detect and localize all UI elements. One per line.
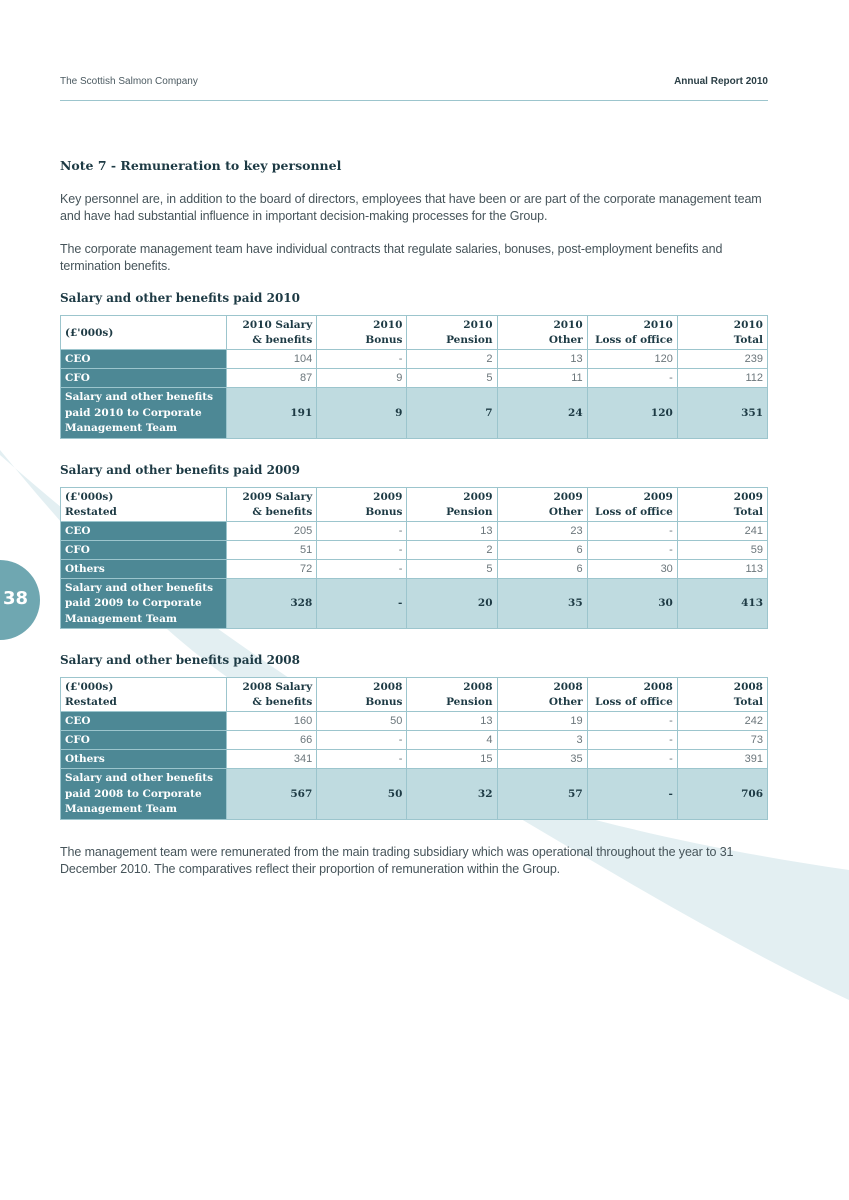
note-title: Note 7 - Remuneration to key personnel (60, 158, 342, 173)
table-heading: Salary and other benefits paid 2008 (60, 653, 300, 667)
value-cell: 4 (407, 731, 497, 750)
table-row (61, 750, 768, 769)
column-header (227, 678, 317, 712)
cell-line: 2010 (463, 319, 493, 331)
value-cell: 72 (227, 559, 317, 578)
cell-line: Management Team (65, 612, 178, 625)
value-cell: - (587, 731, 677, 750)
value-cell: 391 (677, 750, 767, 769)
cell-line: 2008 (373, 681, 403, 693)
cell-line: Management Team (65, 803, 178, 815)
total-value-cell: 351 (677, 388, 767, 439)
header-units-cell (61, 316, 227, 350)
column-header (407, 487, 497, 521)
value-cell: 66 (227, 731, 317, 750)
value-cell: - (317, 731, 407, 750)
cell-line: 2010 (553, 319, 583, 331)
value-cell: 205 (227, 521, 317, 540)
value-cell: - (317, 540, 407, 559)
table-row (61, 712, 768, 731)
value-cell: 160 (227, 712, 317, 731)
row-label: CFO (61, 369, 227, 388)
column-header (677, 678, 767, 712)
cell-line: 2010 (643, 319, 673, 331)
total-value-cell: 24 (497, 388, 587, 439)
value-cell: 112 (677, 369, 767, 388)
value-cell: - (587, 750, 677, 769)
value-cell: - (317, 750, 407, 769)
column-header (587, 316, 677, 350)
cell-line: 2009 (463, 490, 493, 503)
column-header (317, 487, 407, 521)
cell-line: Pension (446, 505, 493, 518)
value-cell: 50 (317, 712, 407, 731)
cell-line: Other (548, 334, 583, 346)
total-value-cell: 30 (587, 578, 677, 629)
row-label: CEO (61, 712, 227, 731)
value-cell: 242 (677, 712, 767, 731)
value-cell: 13 (497, 350, 587, 369)
value-cell: 13 (407, 712, 497, 731)
total-value-cell: 32 (407, 769, 497, 820)
table-row (61, 369, 768, 388)
cell-line: paid 2008 to Corporate (65, 787, 202, 800)
column-header (407, 316, 497, 350)
cell-line: & benefits (252, 334, 313, 346)
total-value-cell: 706 (677, 769, 767, 820)
cell-line: Other (548, 696, 583, 708)
row-label: Others (61, 559, 227, 578)
cell-line: 2008 Salary (242, 681, 313, 693)
cell-line: & benefits (252, 696, 313, 708)
note-paragraph-1: Key personnel are, in addition to the board of directors, employees that have been or are part of the corporate management team and have had substantial influence in important decision-making processes for the Group. (60, 192, 762, 223)
cell-line: Pension (446, 334, 493, 346)
table-row (61, 521, 768, 540)
cell-line: 2008 (643, 681, 673, 693)
column-header (317, 678, 407, 712)
cell-line: 2008 (553, 681, 583, 693)
table-row (61, 559, 768, 578)
row-label: Others (61, 750, 227, 769)
cell-line: 2009 (733, 490, 763, 503)
cell-line: Total (733, 334, 763, 346)
value-cell: 6 (497, 559, 587, 578)
value-cell: 87 (227, 369, 317, 388)
cell-line: Salary and other benefits (65, 391, 213, 403)
column-header (407, 678, 497, 712)
cell-line: 2009 Salary (242, 490, 313, 503)
column-header (227, 487, 317, 521)
value-cell: - (317, 559, 407, 578)
column-header (497, 316, 587, 350)
row-label: CFO (61, 731, 227, 750)
value-cell: 9 (317, 369, 407, 388)
value-cell: 113 (677, 559, 767, 578)
page-number: 38 (2, 588, 28, 609)
cell-line: 2009 (643, 490, 673, 503)
cell-line: paid 2009 to Corporate (65, 597, 202, 609)
cell-line: Bonus (365, 334, 403, 346)
cell-line: Management Team (65, 422, 178, 434)
table-header-row (61, 487, 768, 521)
row-label: CFO (61, 540, 227, 559)
cell-line: Salary and other benefits (65, 772, 213, 784)
total-value-cell: 413 (677, 578, 767, 629)
value-cell: 5 (407, 559, 497, 578)
cell-line: Restated (65, 505, 117, 518)
value-cell: 341 (227, 750, 317, 769)
cell-line: 2009 (373, 490, 403, 503)
cell-line: 2008 (463, 681, 493, 693)
total-value-cell: 191 (227, 388, 317, 439)
header-units-cell (61, 487, 227, 521)
value-cell: - (587, 369, 677, 388)
cell-line: Loss of office (595, 696, 673, 708)
cell-line: Total (733, 696, 763, 708)
remuneration-table (60, 677, 768, 820)
footnote: The management team were remunerated from the main trading subsidiary which was operational throughout the year to 31 December 2010. The comparatives reflect their proportion of remuneration within the Group. (60, 844, 734, 876)
cell-line: Other (548, 505, 583, 518)
cell-line: (£'000s) (65, 681, 114, 693)
value-cell: - (587, 540, 677, 559)
value-cell: 23 (497, 521, 587, 540)
report-title: Annual Report 2010 (674, 76, 768, 87)
column-header (587, 487, 677, 521)
total-value-cell: 35 (497, 578, 587, 629)
value-cell: 3 (497, 731, 587, 750)
column-header (227, 316, 317, 350)
cell-line: Total (733, 505, 763, 518)
column-header (677, 316, 767, 350)
column-header (497, 487, 587, 521)
total-value-cell: 328 (227, 578, 317, 629)
cell-line: & benefits (252, 505, 313, 518)
value-cell: - (317, 350, 407, 369)
value-cell: 13 (407, 521, 497, 540)
table-heading: Salary and other benefits paid 2010 (60, 291, 300, 305)
total-value-cell: 50 (317, 769, 407, 820)
cell-line: Loss of office (595, 505, 673, 518)
value-cell: 120 (587, 350, 677, 369)
column-header (587, 678, 677, 712)
column-header (677, 487, 767, 521)
company-name: The Scottish Salmon Company (60, 76, 198, 87)
cell-line: 2010 Salary (242, 319, 313, 331)
total-label (61, 388, 227, 439)
cell-line: 2009 (553, 490, 583, 503)
cell-line: Bonus (365, 505, 403, 518)
value-cell: 73 (677, 731, 767, 750)
table-header-row (61, 316, 768, 350)
total-value-cell: 567 (227, 769, 317, 820)
cell-line: paid 2010 to Corporate (65, 406, 202, 419)
value-cell: - (587, 521, 677, 540)
cell-line: 2010 (373, 319, 403, 331)
total-value-cell: 20 (407, 578, 497, 629)
row-label: CEO (61, 350, 227, 369)
table-header-row (61, 678, 768, 712)
column-header (317, 316, 407, 350)
value-cell: 19 (497, 712, 587, 731)
value-cell: 241 (677, 521, 767, 540)
value-cell: - (587, 712, 677, 731)
note-paragraph-2: The corporate management team have individual contracts that regulate salaries, bonuses, post-employment benefits and termination benefits. (60, 242, 723, 273)
value-cell: 2 (407, 540, 497, 559)
total-row (61, 578, 768, 629)
total-value-cell: - (317, 578, 407, 629)
row-label: CEO (61, 521, 227, 540)
main-content (60, 158, 768, 894)
header-units-cell (61, 678, 227, 712)
column-header (497, 678, 587, 712)
tables-container (60, 291, 768, 820)
total-row (61, 388, 768, 439)
value-cell: 30 (587, 559, 677, 578)
cell-line: 2010 (733, 319, 763, 331)
value-cell: 11 (497, 369, 587, 388)
table-heading: Salary and other benefits paid 2009 (60, 462, 300, 477)
table-row (61, 540, 768, 559)
total-label (61, 769, 227, 820)
value-cell: 59 (677, 540, 767, 559)
value-cell: 15 (407, 750, 497, 769)
cell-line: Loss of office (595, 334, 673, 346)
cell-line: (£'000s) (65, 490, 114, 503)
value-cell: 2 (407, 350, 497, 369)
value-cell: 51 (227, 540, 317, 559)
value-cell: 35 (497, 750, 587, 769)
value-cell: - (317, 521, 407, 540)
value-cell: 5 (407, 369, 497, 388)
cell-line: Restated (65, 696, 117, 708)
total-value-cell: - (587, 769, 677, 820)
page-header (60, 76, 768, 101)
value-cell: 104 (227, 350, 317, 369)
remuneration-table (60, 487, 768, 630)
total-row (61, 769, 768, 820)
remuneration-table (60, 315, 768, 439)
cell-line: Pension (446, 696, 493, 708)
cell-line: 2008 (733, 681, 763, 693)
total-value-cell: 9 (317, 388, 407, 439)
cell-line: Salary and other benefits (65, 581, 213, 594)
value-cell: 239 (677, 350, 767, 369)
total-value-cell: 120 (587, 388, 677, 439)
total-value-cell: 7 (407, 388, 497, 439)
table-row (61, 731, 768, 750)
cell-line: (£'000s) (65, 326, 114, 339)
table-row (61, 350, 768, 369)
cell-line: Bonus (365, 696, 403, 708)
total-label (61, 578, 227, 629)
total-value-cell: 57 (497, 769, 587, 820)
value-cell: 6 (497, 540, 587, 559)
